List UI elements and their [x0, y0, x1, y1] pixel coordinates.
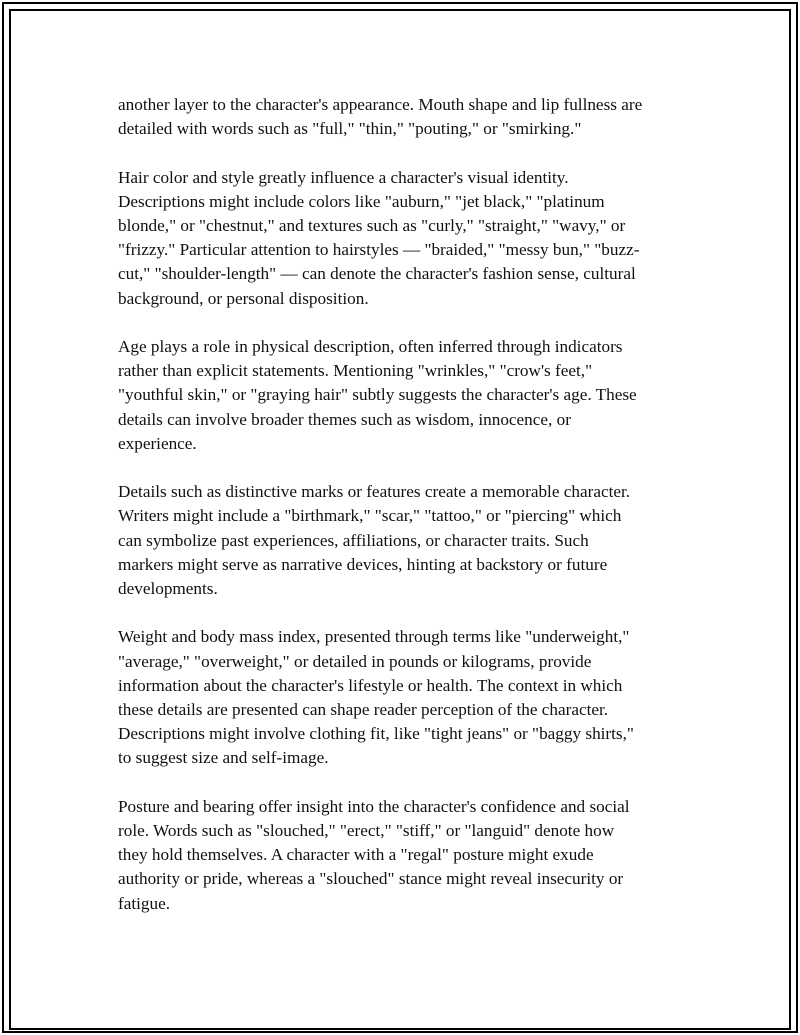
paragraph-weight [118, 625, 698, 770]
text-line: authority or pride, whereas a "slouched" stance might reveal insecurity or [118, 869, 624, 889]
text-line: rather than explicit statements. Mentioning "wrinkles," "crow's feet," [118, 361, 593, 381]
text-line: background, or personal disposition. [118, 288, 369, 308]
text-line: Weight and body mass index, presented through terms like "underweight," [118, 627, 630, 647]
text-line: developments. [118, 579, 218, 599]
text-line: information about the character's lifestyle or health. The context in which [118, 675, 623, 695]
text-line: Descriptions might include colors like "auburn," "jet black," "platinum [118, 191, 605, 211]
paragraph-mouth [118, 93, 698, 141]
paragraph-marks [118, 480, 698, 601]
text-line: experience. [118, 433, 197, 453]
text-line: Posture and bearing offer insight into the character's confidence and social [118, 796, 630, 816]
text-line: Age plays a role in physical description, often inferred through indicators [118, 337, 623, 356]
text-line: another layer to the character's appearance. Mouth shape and lip fullness are [118, 95, 643, 114]
text-line: these details are presented can shape reader perception of the character. [118, 700, 609, 720]
text-line: Hair color and style greatly influence a character's visual identity. [118, 167, 569, 187]
text-line: Details such as distinctive marks or features create a memorable character. [118, 482, 631, 502]
text-line: fatigue. [118, 893, 171, 913]
text-line: "average," "overweight," or detailed in pounds or kilograms, provide [118, 651, 592, 671]
text-line: can symbolize past experiences, affiliations, or character traits. Such [118, 530, 589, 550]
text-line: detailed with words such as "full," "thin," "pouting," or "smirking." [118, 119, 582, 139]
paragraph-age [118, 335, 698, 456]
text-line: Writers might include a "birthmark," "scar," "tattoo," or "piercing" which [118, 506, 622, 526]
text-line: Descriptions might involve clothing fit, like "tight jeans" or "baggy shirts," [118, 724, 634, 744]
text-line: details can involve broader themes such as wisdom, innocence, or [118, 409, 571, 429]
text-line: cut," "shoulder-length" — can denote the character's fashion sense, cultural [118, 264, 636, 284]
paragraph-posture [118, 795, 698, 916]
document-body [118, 93, 698, 940]
text-line: they hold themselves. A character with a "regal" posture might exude [118, 845, 594, 865]
text-line: "frizzy." Particular attention to hairstyles — "braided," "messy bun," "buzz- [118, 240, 640, 260]
text-line: "youthful skin," or "graying hair" subtly suggests the character's age. These [118, 385, 637, 405]
text-line: to suggest size and self-image. [118, 748, 329, 768]
text-line: blonde," or "chestnut," and textures such as "curly," "straight," "wavy," or [118, 216, 626, 235]
text-line: markers might serve as narrative devices, hinting at backstory or future [118, 554, 608, 574]
paragraph-hair [118, 166, 698, 311]
text-line: role. Words such as "slouched," "erect," "stiff," or "languid" denote how [118, 821, 615, 841]
